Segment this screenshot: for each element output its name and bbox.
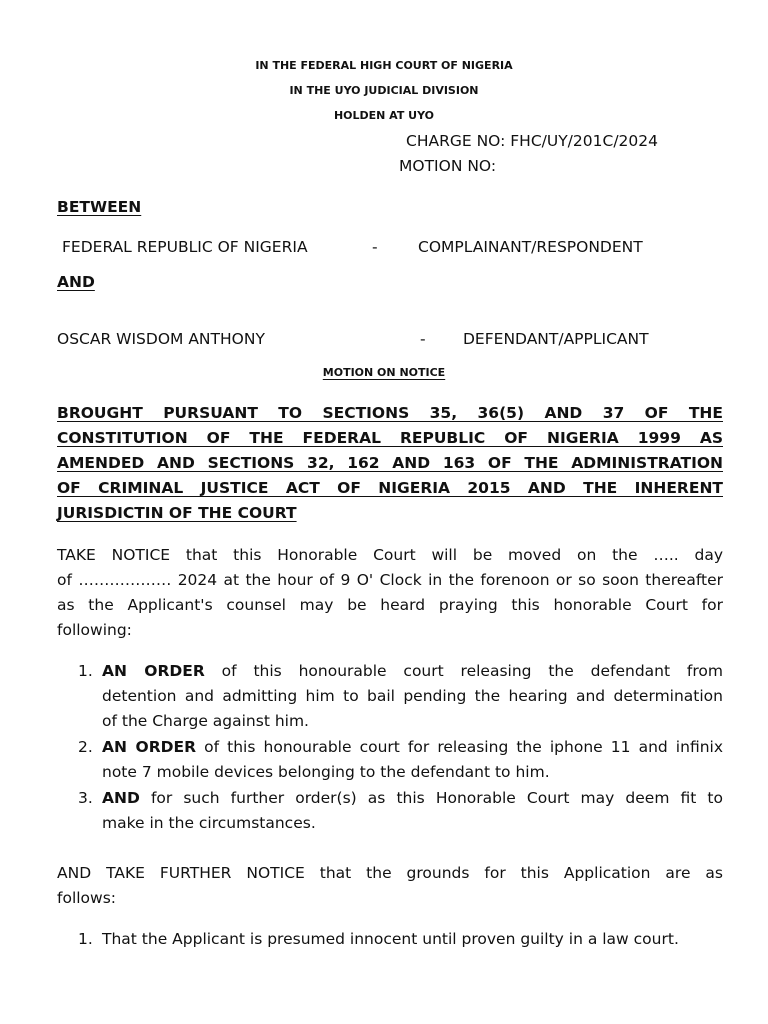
order-text: note 7 mobile devices belonging to the defendant to him. xyxy=(102,763,550,781)
court-title: IN THE FEDERAL HIGH COURT OF NIGERIA xyxy=(255,59,513,72)
pursuant-line: AMENDED AND SECTIONS 32, 162 AND 163 OF THE ADMINISTRATION xyxy=(57,454,723,472)
notice-line: of ……………… 2024 at the hour of 9 O' Clock in the forenoon or so soon thereafter xyxy=(57,571,723,589)
order-bold-label: AN ORDER xyxy=(102,662,205,680)
division-title: IN THE UYO JUDICIAL DIVISION xyxy=(289,84,479,97)
pursuant-line: BROUGHT PURSUANT TO SECTIONS 35, 36(5) AND 37 OF THE xyxy=(57,404,723,422)
notice-line: following: xyxy=(57,621,132,639)
order-bold-label: AN ORDER xyxy=(102,738,197,756)
complainant-role: COMPLAINANT/RESPONDENT xyxy=(418,238,643,256)
pursuant-line: JURISDICTIN OF THE COURT xyxy=(57,504,297,522)
order-bold-label: AND xyxy=(102,789,140,807)
order-number: 2. xyxy=(78,738,93,756)
order-item-line xyxy=(102,661,723,681)
order-text: of this honourable court releasing the defendant from xyxy=(221,662,723,680)
order-text: of this honourable court for releasing the iphone 11 and infinix xyxy=(204,738,724,756)
order-number: 1. xyxy=(78,662,93,680)
order-text: make in the circumstances. xyxy=(102,814,316,832)
complainant-name: FEDERAL REPUBLIC OF NIGERIA xyxy=(62,238,308,256)
ground-text: That the Applicant is presumed innocent until proven guilty in a law court. xyxy=(102,930,679,948)
further-notice-line: follows: xyxy=(57,889,117,907)
order-text: of the Charge against him. xyxy=(102,712,309,730)
defendant-role: DEFENDANT/APPLICANT xyxy=(463,330,649,348)
notice-line: TAKE NOTICE that this Honorable Court will be moved on the ….. day xyxy=(57,546,723,564)
defendant-name: OSCAR WISDOM ANTHONY xyxy=(57,330,265,348)
pursuant-line: OF CRIMINAL JUSTICE ACT OF NIGERIA 2015 AND THE INHERENT xyxy=(57,479,723,497)
order-text: detention and admitting him to bail pending the hearing and determination xyxy=(102,687,723,705)
pursuant-line: CONSTITUTION OF THE FEDERAL REPUBLIC OF NIGERIA 1999 AS xyxy=(57,429,723,447)
complainant-dash: - xyxy=(372,238,378,256)
charge-number: CHARGE NO: FHC/UY/201C/2024 xyxy=(406,132,658,150)
further-notice-line: AND TAKE FURTHER NOTICE that the grounds for this Application are as xyxy=(57,864,723,882)
order-item-line xyxy=(102,788,723,808)
ground-number: 1. xyxy=(78,930,93,948)
notice-line: as the Applicant's counsel may be heard praying this honorable Court for xyxy=(57,596,723,614)
defendant-dash: - xyxy=(420,330,426,348)
motion-title: MOTION ON NOTICE xyxy=(322,366,446,379)
motion-number: MOTION NO: xyxy=(399,157,497,175)
and-heading: AND xyxy=(57,273,95,291)
order-text: for such further order(s) as this Honorable Court may deem fit to xyxy=(150,789,723,807)
order-number: 3. xyxy=(78,789,93,807)
holden-title: HOLDEN AT UYO xyxy=(333,109,435,122)
between-heading: BETWEEN xyxy=(57,198,142,216)
order-item-line xyxy=(102,737,723,757)
